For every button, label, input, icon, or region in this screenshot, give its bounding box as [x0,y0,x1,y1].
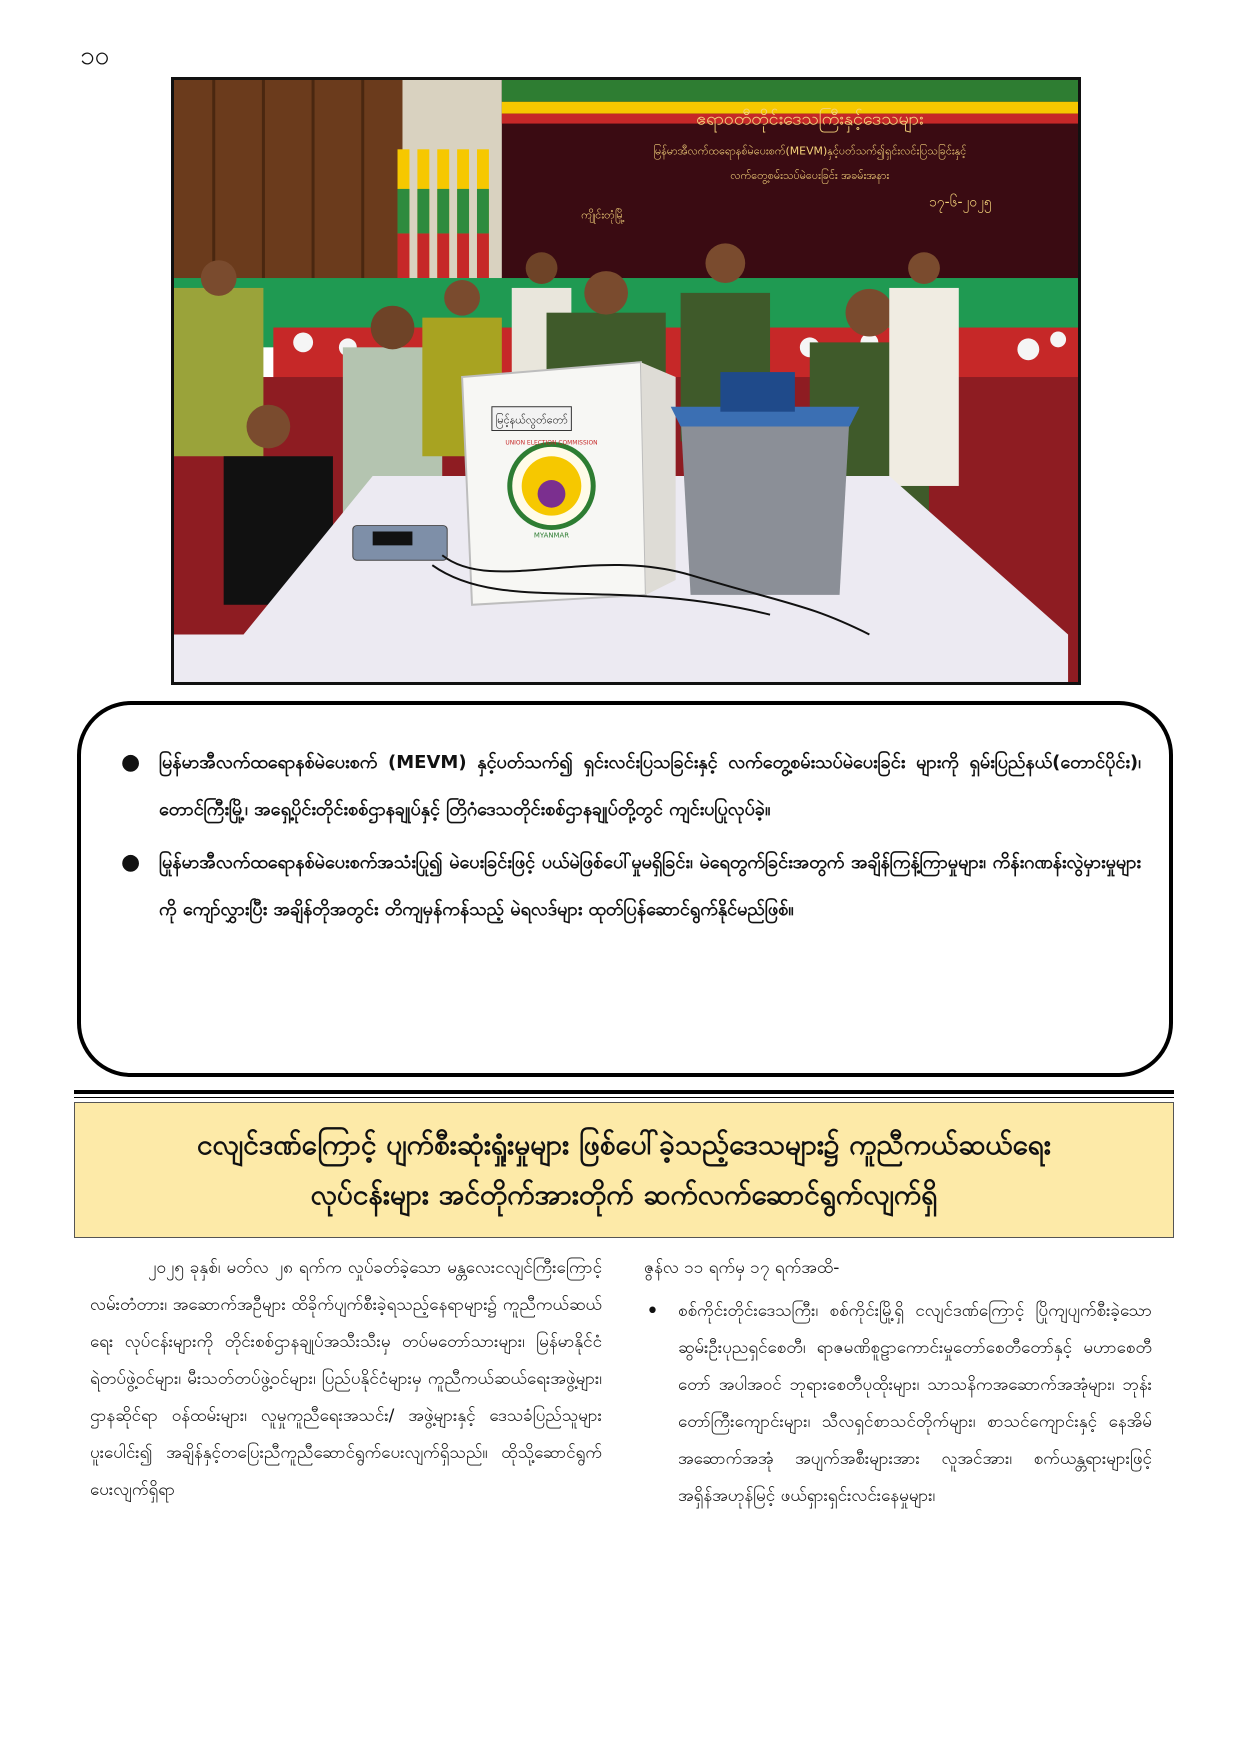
article-bullet: • စစ်ကိုင်းတိုင်းဒေသကြီး၊ စစ်ကိုင်းမြို့ရှိ ငလျင်ဒဏ်ကြောင့် ပြိုကျပျက်စီးခဲ့သော ဆွမ်းဦးပုညရှင်စေတီ၊ ရာဇမဏိစူဠာကောင်းမှုတော်စေတီတော်နှင့် မဟာစေတီတော် အပါအဝင် ဘုရားစေတီပုထိုးများ၊ သာသနိကအဆောက်အအုံများ၊ ဘုန်းတော်ကြီးကျောင်းများ၊ သီလရှင်စာသင်တိုက်များ၊ စာသင်ကျောင်းနှင့် နေအိမ်အဆောက်အအုံ အပျက်အစီးများအား လူအင်အား၊ စက်ယန္တရားများဖြင့် အရှိန်အဟုန်မြင့် ဖယ်ရှားရှင်းလင်းနေမှုများ၊ [644,1293,1152,1515]
caption-box [77,701,1173,1077]
divider-thick [74,1090,1174,1094]
banner-subtitle-2: လက်တွေ့စမ်းသပ်မဲပေးခြင်း အခမ်းအနား [730,169,890,183]
event-photo [171,77,1081,685]
headline-box [74,1102,1174,1238]
banner-title: ဧရာဝတီတိုင်းဒေသကြီးနှင့်ဒေသများ [696,108,924,130]
article-date-range: ဇွန်လ ၁၁ ရက်မှ ၁၇ ရက်အထိ- [644,1258,840,1278]
seal-text-top: UNION ELECTION COMMISSION [505,439,598,447]
headline-line-1: ငလျင်ဒဏ်ကြောင့် ပျက်စီးဆုံးရှုံးမှုများ ဖြစ်ပေါ်ခဲ့သည့်ဒေသများ၌ ကူညီကယ်ဆယ်ရေး [197,1128,1051,1161]
banner-place: ကျိုင်းတုံမြို့ [581,208,625,222]
caption-bullet-1: ● မြန်မာအီလက်ထရောနစ်မဲပေးစက် (MEVM) နှင့်ပတ်သက်၍ ရှင်းလင်းပြသခြင်းနှင့် လက်တွေ့စမ်းသပ်မဲပေးခြင်း များကို ရှမ်းပြည်နယ်(တောင်ပိုင်း)၊ တောင်ကြီးမြို့၊ အရှေ့ပိုင်းတိုင်းစစ်ဌာနချုပ်နှင့် တြိဂံဒေသတိုင်းစစ်ဌာနချုပ်တို့တွင် ကျင်းပပြုလုပ်ခဲ့။ [121,739,1141,833]
article-column-right [644,1250,1152,1515]
headline-line-2: လုပ်ငန်းများ အင်တိုက်အားတိုက် ဆက်လက်ဆောင်ရွက်လျက်ရှိ [310,1178,938,1211]
article-paragraph: ၂၀၂၅ ခုနှစ်၊ မတ်လ ၂၈ ရက်က လှုပ်ခတ်ခဲ့သော မန္တလေးငလျင်ကြီးကြောင့် လမ်းတံတား၊ အဆောက်အဦများ ထိခိုက်ပျက်စီးခဲ့ရသည့်နေရာများ၌ ကူညီကယ်ဆယ်ရေး လုပ်ငန်းများကို တိုင်းစစ်ဌာနချုပ်အသီးသီးမှ တပ်မတော်သားများ၊ မြန်မာနိုင်ငံရဲတပ်ဖွဲ့ဝင်များ၊ မီးသတ်တပ်ဖွဲ့ဝင်များ၊ ပြည်ပနိုင်ငံများမှ ကူညီကယ်ဆယ်ရေးအဖွဲ့များ၊ ဌာနဆိုင်ရာ ဝန်ထမ်းများ၊ လူမှုကူညီရေးအသင်း/ အဖွဲ့များနှင့် ဒေသခံပြည်သူများပူးပေါင်း၍ အချိန်နှင့်တပြေးညီကူညီဆောင်ရွက်ပေးလျက်ရှိသည်။ ထိုသို့ဆောင်ရွက်ပေးလျက်ရှိရာ [90,1258,602,1500]
caption-bullet-2: ● မြန်မာအီလက်ထရောနစ်မဲပေးစက်အသုံးပြု၍ မဲပေးခြင်းဖြင့် ပယ်မဲဖြစ်ပေါ်မှုမရှိခြင်း၊ မဲရေတွက်ခြင်းအတွက် အချိန်ကြန့်ကြာမှုများ၊ ကိန်းဂဏန်းလွဲမှားမှုများကို ကျော်လွှားပြီး အချိန်တိုအတွင်း တိကျမှန်ကန်သည့် မဲရလဒ်များ ထုတ်ပြန်ဆောင်ရွက်နိုင်မည်ဖြစ်။ [121,839,1141,933]
booth-label: မြင့်နယ်လွတ်တော် [495,413,568,427]
article-column-left [90,1250,602,1509]
seal-text-bottom: MYANMAR [533,531,570,540]
photo-illustration [174,80,1078,682]
page-number: ၁၀ [80,41,110,71]
divider-thin [74,1097,1174,1098]
banner-date: ၁၇-၆-၂၀၂၅ [928,194,992,211]
banner-subtitle: မြန်မာအီလက်ထရောနစ်မဲပေးစက်(MEVM)နှင့်ပတ်သက်၍ရှင်းလင်းပြသခြင်းနှင့် [653,144,967,158]
